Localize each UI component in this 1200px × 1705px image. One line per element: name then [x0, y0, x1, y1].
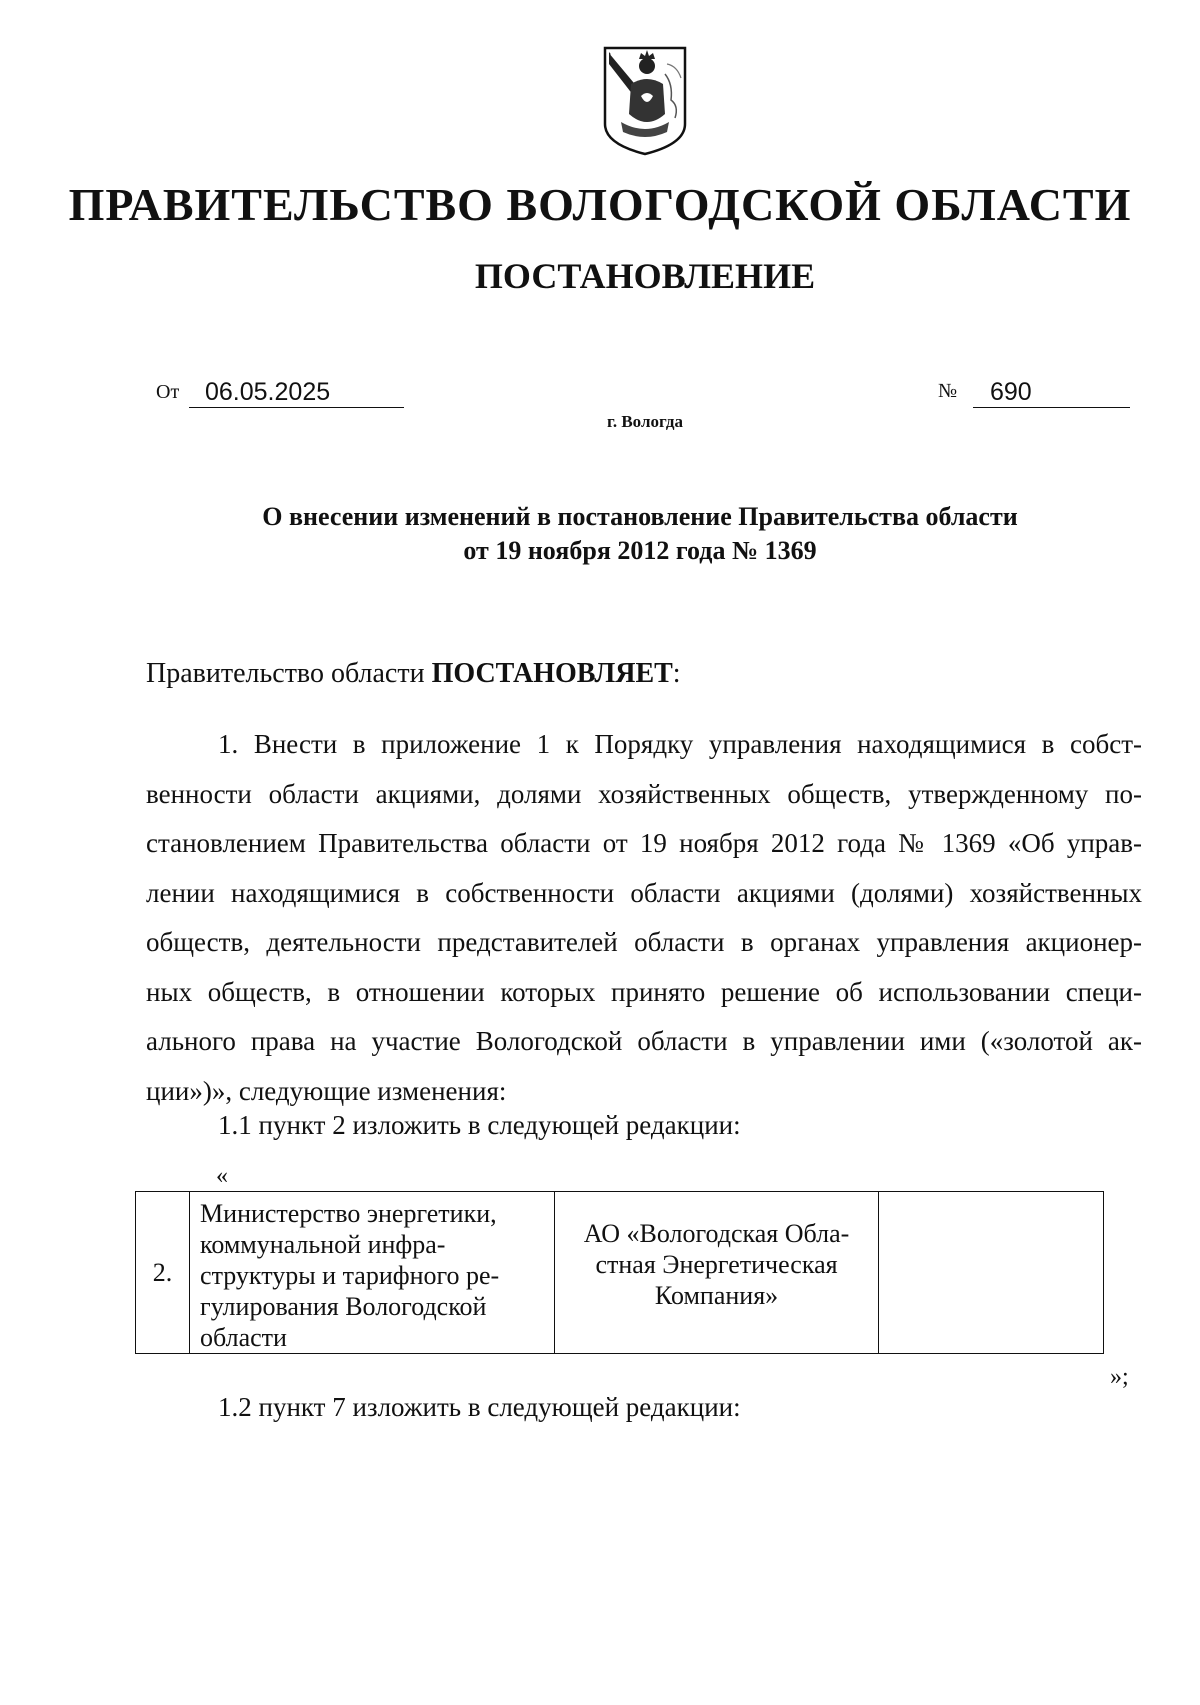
cell-line: стная Энергетическая	[595, 1250, 838, 1279]
city: г. Вологда	[607, 412, 683, 431]
document-subject	[120, 500, 1160, 568]
preamble-decree: ПОСТАНОВЛЯЕТ	[431, 658, 673, 689]
amendment-table	[135, 1191, 1104, 1354]
paragraph-line: ального права на участие Вологодской области в управлении ими («золотой ак-	[146, 1026, 1142, 1056]
paragraph-line: лении находящимися в собственности области акциями (долями) хозяйственных	[146, 877, 1142, 908]
cell-line: АО «Вологодская Обла-	[583, 1219, 850, 1248]
cell-line: структуры и тарифного ре-	[200, 1261, 500, 1290]
cell-line: области	[200, 1323, 287, 1352]
cell-line: Компания»	[654, 1281, 779, 1310]
cell-line: коммунальной инфра-	[200, 1230, 446, 1259]
sub-item-1-1: 1.1 пункт 2 изложить в следующей редакции:	[218, 1110, 741, 1140]
preamble-colon: :	[672, 658, 681, 689]
table-cell-company	[554, 1192, 879, 1354]
paragraph-line: обществ, деятельности представителей области в органах управления акционер-	[146, 927, 1142, 957]
paragraph-line: венности области акциями, долями хозяйственных обществ, утвержденному по-	[146, 778, 1142, 809]
paragraph-line: 1. Внести в приложение 1 к Порядку управления находящимися в собст-	[218, 729, 1142, 759]
cell-line: Министерство энергетики,	[200, 1199, 497, 1228]
document-number: 690	[973, 378, 1130, 408]
sub-item-1-2: 1.2 пункт 7 изложить в следующей редакции:	[218, 1392, 741, 1422]
table-cell-number: 2.	[136, 1192, 190, 1354]
number-prefix: №	[938, 380, 958, 402]
opening-quote: «	[216, 1163, 228, 1189]
subject-line-1: О внесении изменений в постановление Правительства области	[262, 502, 1018, 531]
coat-of-arms-icon	[601, 44, 689, 158]
paragraph-line: ных обществ, в отношении которых принято решение об использовании специ-	[146, 976, 1142, 1007]
cell-line: гулирования Вологодской	[200, 1292, 487, 1321]
table-row	[136, 1192, 1104, 1354]
preamble-text: Правительство области	[146, 658, 432, 689]
date-prefix: От	[156, 381, 180, 403]
closing-quote: »;	[1110, 1364, 1129, 1390]
item-1-paragraph	[146, 720, 1142, 1116]
document-type: ПОСТАНОВЛЕНИЕ	[474, 256, 816, 296]
subject-line-2: от 19 ноября 2012 года № 1369	[463, 536, 817, 565]
table-cell-ministry	[190, 1192, 555, 1354]
paragraph-line: становлением Правительства области от 19 ноября 2012 года № 1369 «Об управ-	[146, 828, 1142, 858]
government-title: ПРАВИТЕЛЬСТВО ВОЛОГОДСКОЙ ОБЛАСТИ	[68, 179, 1132, 230]
preamble	[146, 658, 681, 690]
table-cell-empty	[879, 1192, 1104, 1354]
paragraph-line: ции»)», следующие изменения:	[146, 1075, 507, 1106]
document-date: 06.05.2025	[189, 378, 404, 408]
